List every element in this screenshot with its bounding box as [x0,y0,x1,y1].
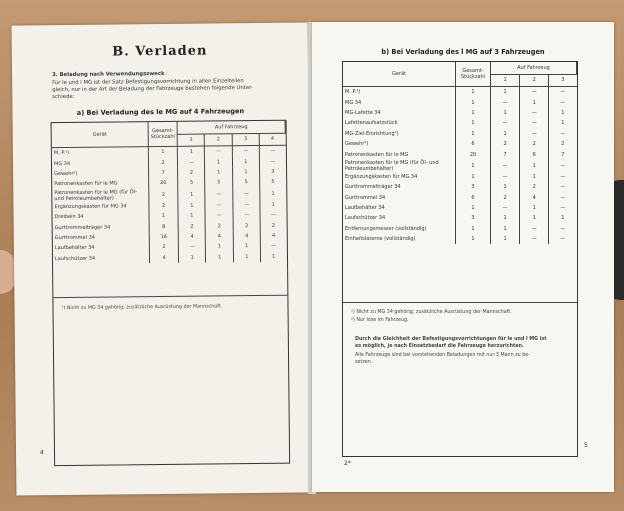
cell-fahrzeug-2: 5 [205,177,232,188]
cell-gesamt: 1 [456,224,491,234]
table-row [343,108,577,118]
cell-fahrzeug-1: 7 [491,149,520,159]
cell-gesamt: 1 [456,108,491,118]
col-f1: 1 [177,134,204,146]
col-auf-fahrzeug: Auf Fahrzeug [491,62,577,74]
cell-geraet: Laufschützer 34 [53,253,150,264]
cell-fahrzeug-1: — [491,160,520,172]
cell-gesamt: 4 [149,252,178,263]
cell-geraet: Patronenkasten für le MG [52,178,149,189]
cell-fahrzeug-1: 1 [491,182,520,192]
cell-gesamt: 1 [149,211,178,222]
cell-fahrzeug-3: 1 [561,120,565,127]
cell-geraet: Laufbehälter 34 [53,242,150,253]
cell-fahrzeug-1: 1 [178,146,205,157]
cell-fahrzeug-3: 2 [233,220,260,231]
cell-fahrzeug-3: 1 [232,167,259,178]
table-row [343,224,577,234]
cell-fahrzeug-1: 1 [491,129,520,139]
cell-gesamt: 2 [149,188,178,200]
cell-fahrzeug-1: — [179,242,206,253]
cell-fahrzeug-1: 2 [491,193,520,203]
cell-gesamt: 1 [148,146,177,157]
col-gesamt: Gesamt-Stückzahl [148,122,177,147]
cell-fahrzeug-1: 1 [179,252,206,263]
cell-fahrzeug-2: 2 [520,139,549,149]
cell-fahrzeug-2: 1 [205,157,232,168]
table-row [343,160,577,172]
cell-fahrzeug-1: 1 [491,224,520,234]
cell-fahrzeug-3: — [560,236,566,243]
cell-geraet: Ergänzungskasten für MG 34 [52,201,149,212]
cell-fahrzeug-3: — [560,184,566,191]
col-geraet: Gerät [52,122,149,148]
table-row [343,172,577,182]
page-number: 4 [39,449,44,457]
cell-fahrzeug-4: — [270,158,276,165]
cell-fahrzeug-2: 1 [520,172,549,182]
intro-line: schiede: [52,93,75,101]
table-row [343,234,577,244]
col-gesamt: Gesamt-Stückzahl [456,62,491,87]
cell-fahrzeug-2: — [205,188,232,200]
cell-fahrzeug-2: — [520,108,549,118]
cell-fahrzeug-2: — [520,234,549,244]
cell-fahrzeug-4: — [271,243,277,250]
cell-fahrzeug-2: 2 [520,182,549,192]
table-frame-a [51,120,291,466]
cell-geraet: Laufbehälter 34 [343,203,456,213]
cell-geraet: MG 34 [343,97,456,107]
cell-geraet: Einheitslaterne (vollständig) [343,234,456,244]
cell-fahrzeug-3: — [233,200,260,211]
page-number: 5 [584,442,588,449]
cell-gesamt: 1 [456,87,491,98]
table-row [53,251,287,264]
cell-fahrzeug-3: 1 [561,215,565,222]
cell-geraet: MG-Lafette 34 [343,108,456,118]
cell-gesamt: 7 [149,168,178,179]
left-page [12,22,313,495]
cell-fahrzeug-1: 2 [491,139,520,149]
cell-gesamt: 3 [456,213,491,223]
section-a-heading: a) Bei Verladung des le MG auf 4 Fahrzeugen [76,107,245,117]
footnote-1: ¹) Nicht zu MG 34 gehörig; zusätzliche Ausrüstung der Mannschaft. [351,310,512,315]
cell-geraet: Lafettenaufsatzstück [343,118,456,128]
cell-fahrzeug-2: 2 [206,221,233,232]
cell-gesamt: 1 [456,118,491,128]
col-f3: 3 [232,133,259,145]
paragraph-line: Durch die Gleichheit der Befestigungsvorrichtungen für le und l MG ist [355,337,547,342]
cell-gesamt: 1 [456,160,491,172]
cell-fahrzeug-3: 2 [561,141,565,148]
cell-fahrzeug-1: 1 [491,108,520,118]
cell-geraet: MG 34 [52,158,149,169]
cell-fahrzeug-4: 1 [271,201,275,208]
cell-fahrzeug-2: 1 [520,97,549,107]
cell-geraet: MG-Ziel-Einrichtung²) [343,129,456,139]
cell-fahrzeug-1: 5 [178,178,205,189]
right-page [312,22,614,492]
cell-geraet: Dreibein 34 [53,211,150,222]
cell-geraet: Gurttrommelträger 34 [343,182,456,192]
cell-fahrzeug-2: — [205,146,232,157]
cell-fahrzeug-4: 1 [272,253,276,260]
cell-gesamt: 2 [149,200,178,211]
table-row [343,87,577,98]
col-f1: 1 [491,74,520,86]
cell-fahrzeug-4: 1 [271,190,275,197]
cell-fahrzeug-3: — [560,205,566,212]
table-frame-b [342,61,578,457]
cell-fahrzeug-1: 2 [178,167,205,178]
cell-fahrzeug-3: — [232,145,259,156]
cell-fahrzeug-1: 4 [178,231,205,242]
cell-fahrzeug-3: 4 [233,231,260,242]
cell-fahrzeug-4: 4 [271,232,276,239]
table-row [343,203,577,213]
table-row [343,149,577,159]
cell-fahrzeug-1: — [491,118,520,128]
cell-gesamt: 1 [456,129,491,139]
cell-fahrzeug-4: — [270,211,276,218]
cell-geraet: M. P.¹) [52,147,149,159]
cell-geraet: Ergänzungskasten für MG 34 [343,172,456,182]
cell-fahrzeug-1: — [178,157,205,168]
cell-fahrzeug-3: — [233,210,260,221]
cell-geraet: Patronenkasten für le MG [343,149,456,159]
cell-geraet: Patronenkasten für le MG (für Öl- und Petroleumbehälter) [343,160,456,172]
cell-fahrzeug-2: 1 [520,203,549,213]
paragraph-line: Alle Fahrzeuge sind bei vorstehenden Beladungen mit nur 3 Mann zu be- [355,353,530,358]
cell-geraet: M. P.¹) [343,87,456,98]
cell-fahrzeug-4: 5 [271,179,275,186]
cell-fahrzeug-2: 1 [206,241,233,252]
section-b-heading: b) Bei Verladung des l MG auf 3 Fahrzeugen [381,48,545,56]
cell-fahrzeug-3: — [560,162,566,169]
cell-fahrzeug-1: 1 [178,188,205,200]
footnote: ¹) Nicht zu MG 34 gehörig; zusätzliche Ausrüstung der Mannschaft. [61,304,223,312]
cell-fahrzeug-2: 4 [520,193,549,203]
footnote-2: ²) Nur lose im Fahrzeug. [351,318,409,323]
cell-fahrzeug-3: 1 [232,156,259,167]
col-f4: 4 [259,133,285,145]
cell-fahrzeug-3: — [560,130,566,137]
loading-table-b [343,62,577,244]
cell-gesamt: 2 [148,157,177,168]
cell-fahrzeug-2: 1 [206,252,233,263]
loading-table-a [52,121,287,264]
cell-fahrzeug-4: — [270,147,276,155]
cell-fahrzeug-3: 1 [561,109,565,116]
page-title: B. Verladen [112,43,208,60]
col-geraet: Gerät [343,62,456,87]
cell-fahrzeug-2: — [520,224,549,234]
cell-geraet: Gewehr²) [52,168,149,179]
cell-gesamt: 16 [149,232,178,243]
cell-fahrzeug-2: 1 [520,160,549,172]
cell-fahrzeug-2: — [520,87,549,98]
cell-fahrzeug-4: 2 [271,222,276,229]
col-f2: 2 [205,134,232,146]
cell-fahrzeug-3: 7 [561,151,565,158]
cell-fahrzeug-2: 6 [520,149,549,159]
cell-gesamt: 1 [456,234,491,244]
cell-geraet: Gurttrommel 34 [53,232,150,243]
cell-gesamt: 20 [456,149,491,159]
cell-fahrzeug-1: — [491,172,520,182]
cell-geraet: Gewehr²) [343,139,456,149]
cell-fahrzeug-1: 1 [491,87,520,98]
cell-fahrzeug-2: — [205,200,232,211]
cell-geraet: Laufschützer 34 [343,213,456,223]
cell-geraet: Entfernungsmesser (vollständig) [343,224,456,234]
cell-geraet: Gurttrommel 34 [343,193,456,203]
table-row [343,139,577,149]
cell-fahrzeug-3: 5 [232,177,259,188]
cell-fahrzeug-3: — [560,173,566,180]
cell-fahrzeug-3: — [560,99,566,106]
signature-mark: 2* [344,460,351,467]
cell-gesamt: 1 [456,172,491,182]
paragraph-line: es möglich, je nach Einsatzbedarf die Fahrzeuge herzurichten. [355,344,524,349]
table-row [343,129,577,139]
cell-geraet: Gurttrommelträger 34 [53,221,150,232]
table-row [343,193,577,203]
cell-fahrzeug-2: — [205,210,232,221]
table-row [343,213,577,223]
table-row [343,97,577,107]
cell-fahrzeug-1: — [491,97,520,107]
cell-gesamt: 1 [456,203,491,213]
cell-gesamt: 2 [149,242,178,253]
cell-fahrzeug-1: 1 [178,200,205,211]
cell-fahrzeug-2: — [520,118,549,128]
table-row [343,182,577,192]
intro-line: gleich, nur in der Art der Beladung der Fahrzeuge bestehen folgende Unter- [52,85,253,94]
cell-fahrzeug-2: — [520,129,549,139]
cell-fahrzeug-2: 1 [520,213,549,223]
cell-gesamt: 6 [456,139,491,149]
col-auf-fahrzeug: Auf Fahrzeug [177,121,285,134]
cell-fahrzeug-2: 1 [205,167,232,178]
cell-gesamt: 1 [456,97,491,107]
cell-fahrzeug-3: 1 [233,241,260,252]
cell-gesamt: 6 [456,193,491,203]
cell-fahrzeug-3: — [233,188,260,200]
cell-gesamt: 8 [149,221,178,232]
cell-gesamt: 3 [456,182,491,192]
cell-fahrzeug-1: 1 [491,234,520,244]
cell-gesamt: 20 [149,178,178,189]
col-f3: 3 [549,74,577,86]
cell-fahrzeug-2: 4 [206,231,233,242]
cell-fahrzeug-3: — [560,194,566,201]
cell-fahrzeug-3: — [560,89,566,96]
intro-heading: 3. Beladung nach Verwendungszweck [52,70,165,79]
cell-fahrzeug-1: 1 [178,210,205,221]
cell-fahrzeug-3: 1 [233,251,260,262]
cell-fahrzeug-4: 3 [271,168,275,175]
intro-line: Für le und l MG ist der Satz Befestigungsvorrichtung in allen Einzelteilen [52,78,244,87]
col-f2: 2 [520,74,549,86]
cell-fahrzeug-1: 1 [491,213,520,223]
paragraph-line: setzen. [355,360,373,365]
cell-fahrzeug-3: — [560,225,566,232]
table-row [343,118,577,128]
cell-fahrzeug-1: 2 [178,221,205,232]
cell-geraet: Patronenkasten für le MG (für Öl- und Petroleumbehälter) [52,189,149,202]
cell-fahrzeug-1: — [491,203,520,213]
